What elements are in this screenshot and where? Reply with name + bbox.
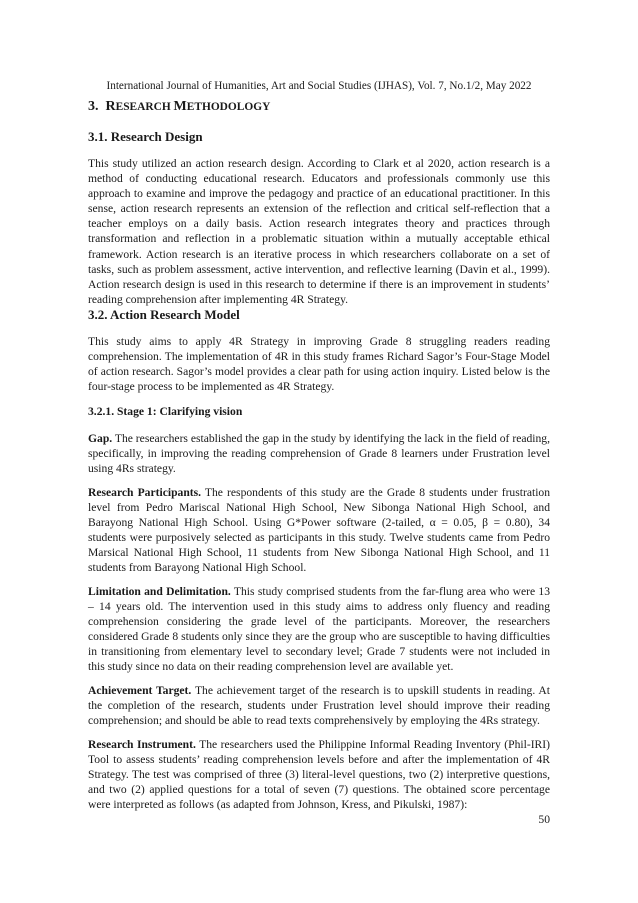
achievement-text: The achievement target of the research is to upskill students in reading. At the completion of the research, students under Frustration level should improve their reading comprehension; and should be able to read texts comprehensively by employing the 4Rs strategy.	[88, 684, 551, 728]
gap-label: Gap.	[88, 432, 113, 445]
running-head: International Journal of Humanities, Art and Social Studies (IJHAS), Vol. 7, No.1/2, May 2022	[106, 80, 532, 92]
instrument-label: Research Instrument.	[88, 738, 196, 751]
participants-text: The respondents of this study are the Grade 8 students under frustration level from Pedro Mariscal National High School, New Sibonga National High School, and Barayong National High School. Using G*Power software (2-tailed, α = 0.05, β = 0.80), 34 students were purposively selected as participants in this study. Twelve students came from Pedro Marsical National High School, 11 students from New Sibonga National High School, and 11 students from Barayong National High School.	[88, 486, 551, 575]
participants-label: Research Participants.	[88, 486, 202, 499]
subsubheading-stage-1: 3.2.1. Stage 1: Clarifying vision	[88, 405, 243, 418]
limitation-label: Limitation and Delimitation.	[88, 585, 231, 598]
section-number: 3.	[88, 99, 99, 114]
paragraph-research-design: This study utilized an action research design. According to Clark et al 2020, action research is a method of conducting educational research. Educators and professionals commonly use this approach to examine and improve the pedagogy and practice of an educational practitioner. In this sense, action research represents an extension of the reflection and critical self-reflection that a teacher employs on a daily basis. Action research integrates theory and practices through transformation and reflection in a problematic situation within a mutually acceptable ethical framework. Action research is an iterative process in which researchers collaborate on a set of tasks, such as problem assessment, active intervention, and reflective learning (Davin et al., 1999). Action research design is used in this research to determine if there is an improvement in students’ reading comprehension after implementing 4R Strategy.	[88, 157, 550, 306]
instrument-text: The researchers used the Philippine Informal Reading Inventory (Phil-IRI) Tool to assess students’ reading comprehension levels before and after the implementation of 4R Strategy. The test was comprised of three (3) literal-level questions, two (2) interpretive questions, and two (2) applied questions for a total of seven (7) questions. The obtained score percentage were interpreted as follows (as adapted from Johnson, Kress, and Pikulski, 1987):	[88, 738, 551, 812]
paragraph-limitation	[88, 584, 550, 675]
subheading-action-research-model: 3.2. Action Research Model	[88, 307, 240, 322]
paragraph-instrument	[88, 737, 550, 812]
paragraph-participants	[88, 485, 550, 576]
section-heading: 3. RESEARCH METHODOLOGY	[88, 99, 271, 114]
page-number: 50	[538, 813, 550, 826]
paragraph-gap	[88, 431, 550, 476]
gap-text: The researchers established the gap in the study by identifying the lack in the field of reading, specifically, in improving the reading comprehension of Grade 8 learners under Frustration level using 4Rs strategy.	[88, 432, 550, 476]
paragraph-action-research-model: This study aims to apply 4R Strategy in improving Grade 8 struggling readers reading comprehension. The implementation of 4R in this study frames Richard Sagor’s Four-Stage Model of action research. Sagor’s model provides a clear path for using action inquiry. Listed below is the four-stage process to be implemented as 4R Strategy.	[88, 335, 550, 394]
achievement-label: Achievement Target.	[88, 684, 192, 697]
paragraph-achievement	[88, 683, 550, 728]
limitation-text: This study comprised students from the far-flung area who were 13 – 14 years old. The intervention used in this study aims to address only fluency and reading comprehension considering the grade level of the participants. Moreover, the researchers considered Grade 8 students only since they are the group who are susceptible to having difficulties in transitioning from elementary level to secondary level; Grade 7 students were not included in this study since no data on their reading comprehension level are available yet.	[88, 585, 551, 674]
subheading-research-design: 3.1. Research Design	[88, 129, 203, 144]
